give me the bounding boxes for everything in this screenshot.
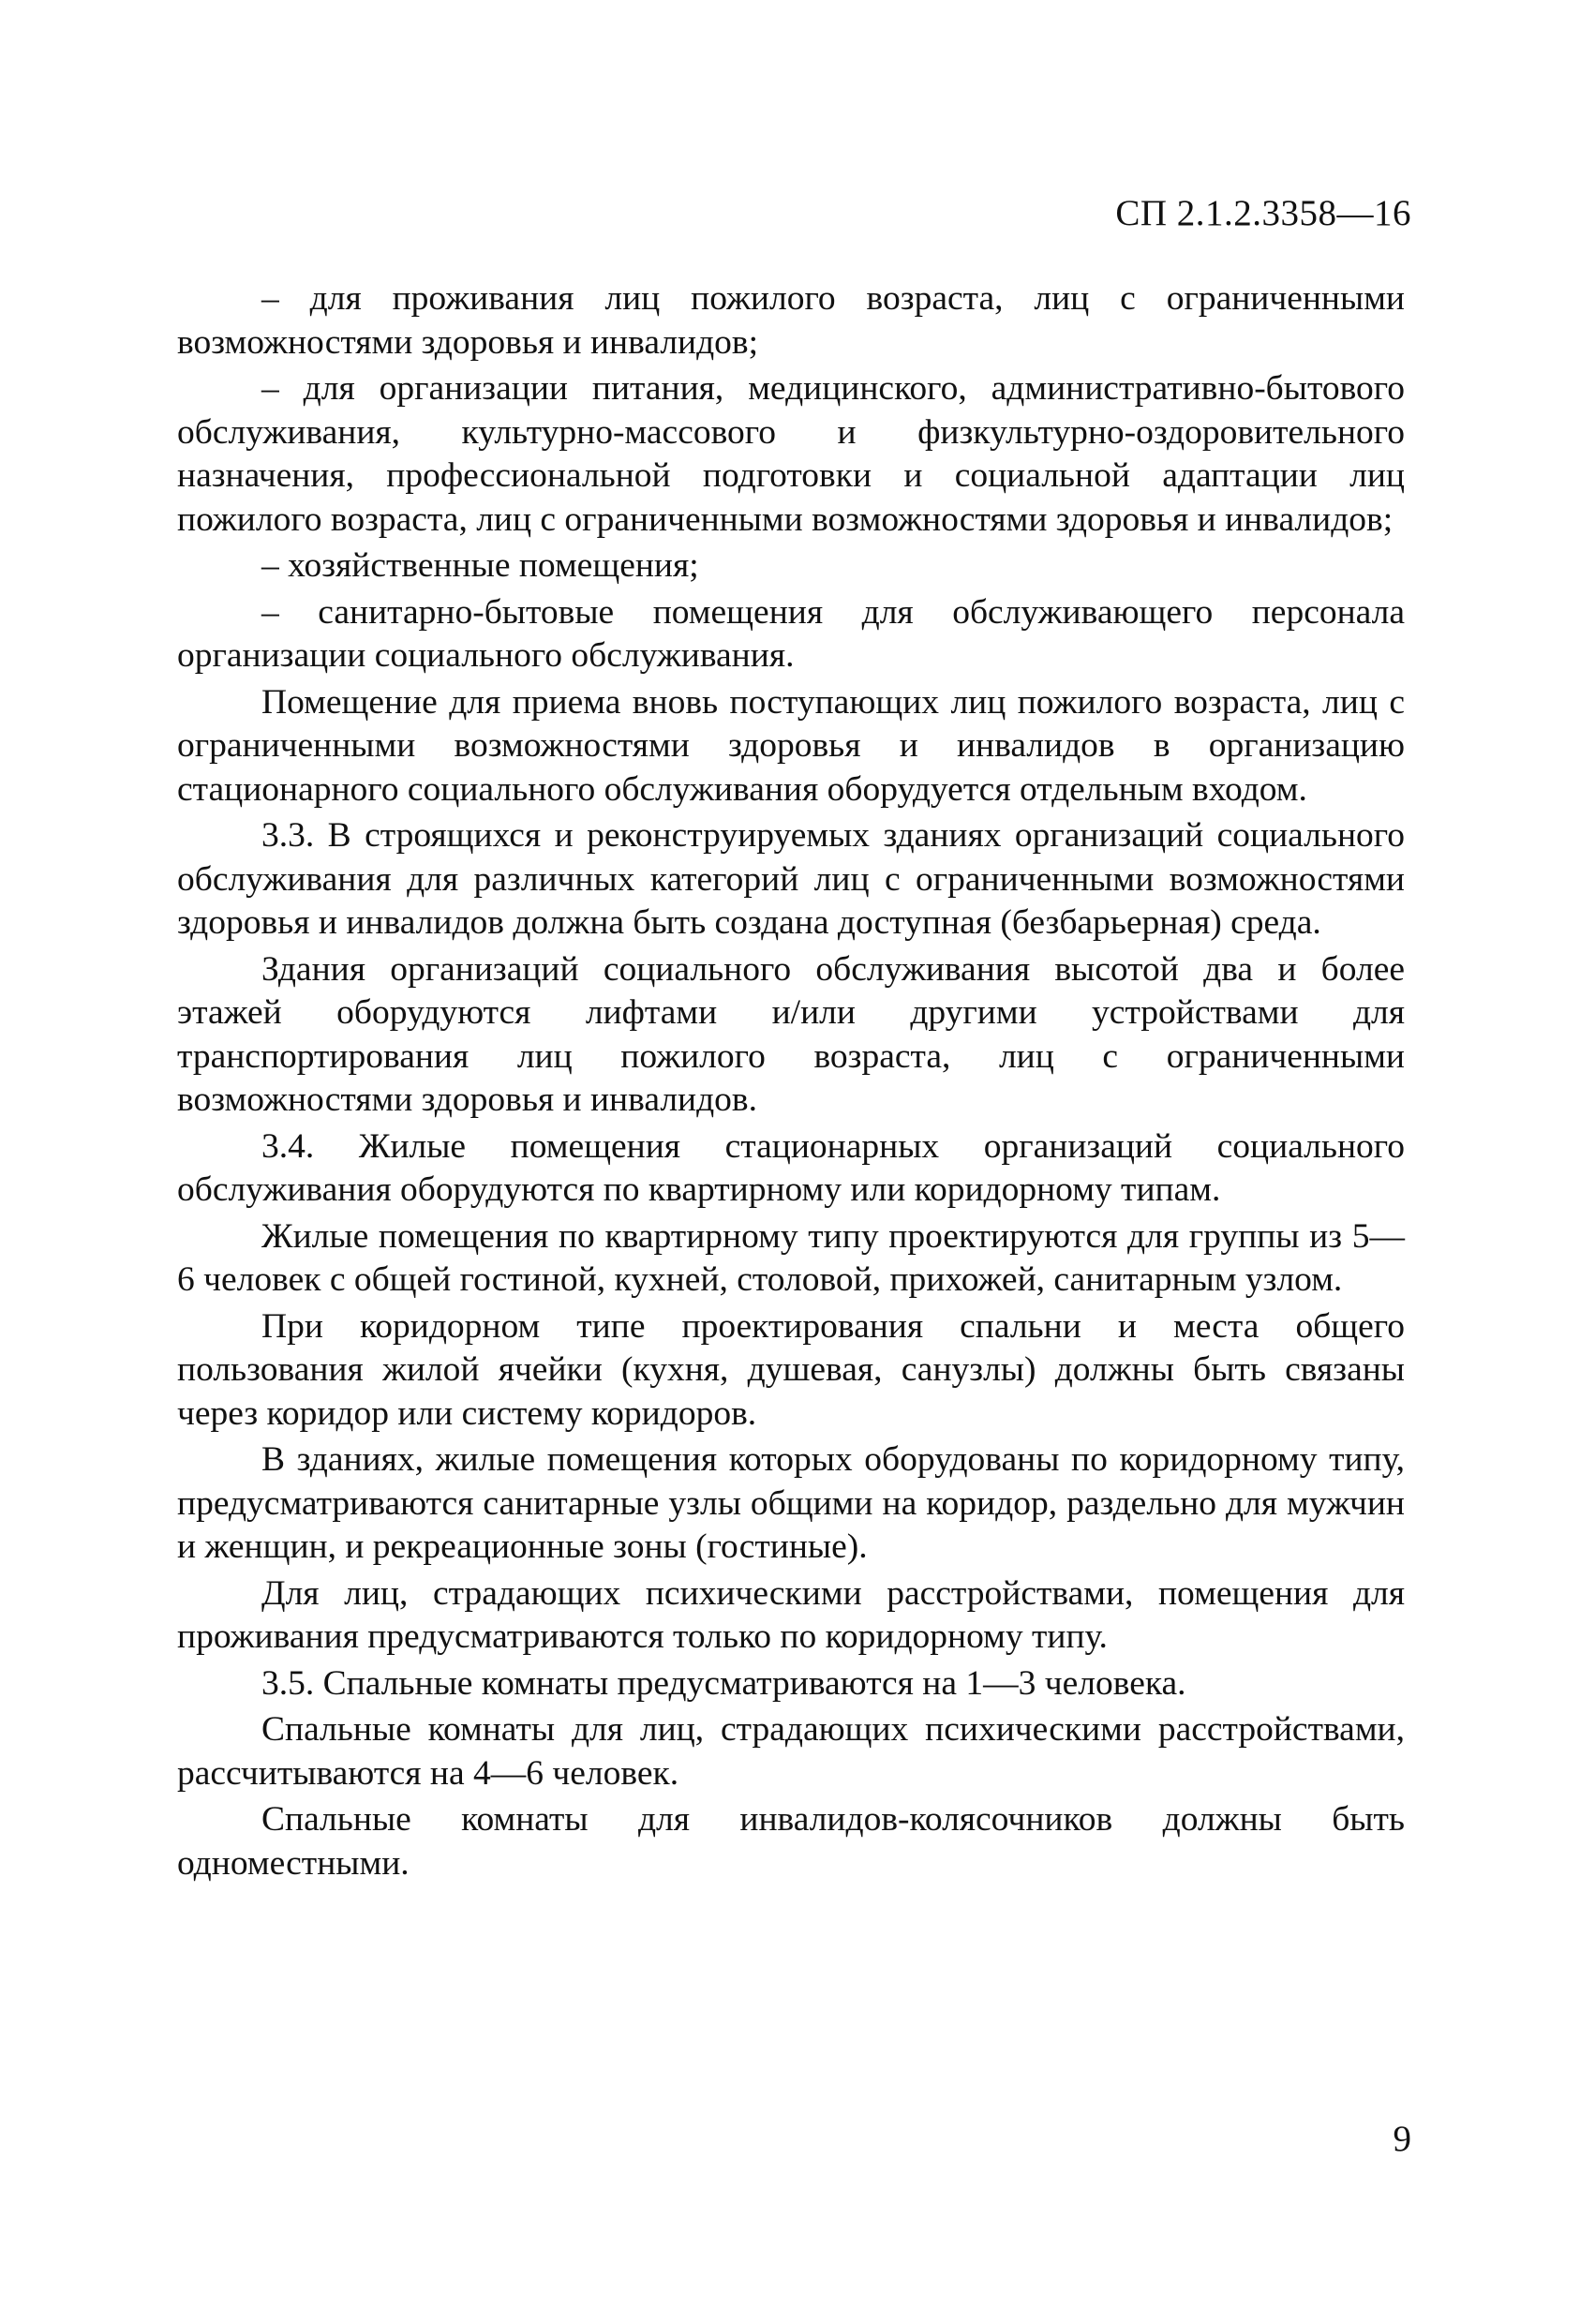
paragraph-bedrooms-mental: Спальные комнаты для лиц, страдающих психическими расстройствами, рассчитываются на 4—6 человек. xyxy=(177,1710,1405,1793)
paragraph-mental-disorders: Для лиц, страдающих психическими расстройствами, помещения для проживания предусматриваются только по коридорному типу. xyxy=(177,1573,1405,1656)
page-number: 9 xyxy=(1393,2119,1411,2159)
paragraph-admission-room: Помещение для приема вновь поступающих лиц пожилого возраста, лиц с ограниченными возможностями здоровья и инвалидов в организацию стационарного социального обслуживания оборудуется отдельным входом. xyxy=(177,682,1405,809)
paragraph-list-item-services: – для организации питания, медицинского, административно-бытового обслуживания, культурно-массового и физкультурно-оздоровительного назначения, профессиональной подготовки и социальной адаптации лиц пожилого возраста, лиц с ограниченными возможностями здоровья и инвалидов; xyxy=(177,369,1405,539)
page-body xyxy=(177,277,1405,1888)
paragraph-clause-3-5: 3.5. Спальные комнаты предусматриваются на 1—3 человека. xyxy=(261,1663,1186,1703)
paragraph-clause-3-3: 3.3. В строящихся и реконструируемых зданиях организаций социального обслуживания для различных категорий лиц с ограниченными возможностями здоровья и инвалидов должна быть создана доступная (безбарьерная) среда. xyxy=(177,816,1405,942)
document-code: СП 2.1.2.3358—16 xyxy=(1115,193,1411,233)
paragraph-elevators: Здания организаций социального обслуживания высотой два и более этажей оборудуются лифтами и/или другими устройствами для транспортирования лиц пожилого возраста, лиц с ограниченными возможностями здоровья и инвалидов. xyxy=(177,949,1405,1119)
paragraph-list-item-sanitary: – санитарно-бытовые помещения для обслуживающего персонала организации социального обслуживания. xyxy=(177,592,1405,675)
paragraph-list-item-household: – хозяйственные помещения; xyxy=(261,546,699,585)
paragraph-bedrooms-wheelchair: Спальные комнаты для инвалидов-колясочников должны быть одноместными. xyxy=(177,1800,1405,1883)
paragraph-clause-3-4: 3.4. Жилые помещения стационарных организаций социального обслуживания оборудуются по квартирному или коридорному типам. xyxy=(177,1126,1405,1209)
paragraph-list-item-residence: – для проживания лиц пожилого возраста, лиц с ограниченными возможностями здоровья и инвалидов; xyxy=(177,279,1405,362)
paragraph-corridor-type: При коридорном типе проектирования спальни и места общего пользования жилой ячейки (кухня, душевая, санузлы) должны быть связаны через коридор или систему коридоров. xyxy=(177,1306,1405,1433)
paragraph-apartment-type: Жилые помещения по квартирному типу проектируются для группы из 5—6 человек с общей гостиной, кухней, столовой, прихожей, санитарным узлом. xyxy=(177,1216,1405,1299)
paragraph-corridor-buildings: В зданиях, жилые помещения которых оборудованы по коридорному типу, предусматриваются санитарные узлы общими на коридор, раздельно для мужчин и женщин, и рекреационные зоны (гостиные). xyxy=(177,1440,1405,1566)
